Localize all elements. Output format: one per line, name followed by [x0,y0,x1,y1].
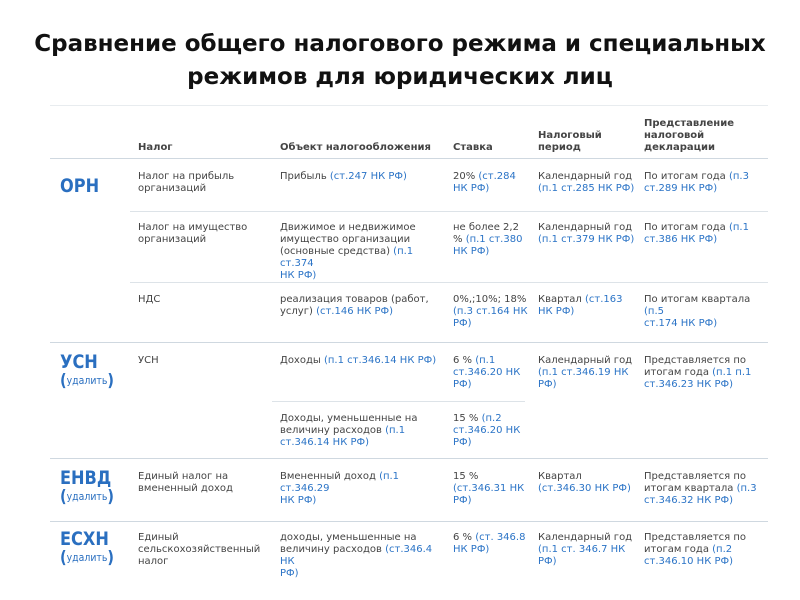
law-reference-link[interactable]: ст.346.23 НК РФ) [644,379,734,390]
cell-line: Календарный год [538,532,633,543]
cell-line: Календарный год [538,171,633,182]
orn-period [538,222,638,246]
cell-line: 6 % (ст. 346.8 [453,532,526,543]
law-reference-link[interactable]: ст.346.20 НК [453,425,521,436]
law-reference-link[interactable]: РФ) [453,437,472,448]
law-reference-link[interactable]: НК РФ) [280,270,317,281]
row-divider [272,401,525,402]
envd-object [280,471,445,507]
cell-line: Вмененный доход (п.1 ст.346.29 [280,471,400,494]
orn-declaration [644,222,768,246]
header-tax: Налог [138,142,173,153]
page-title [0,28,800,94]
cell-line [453,437,531,449]
cell-line: Квартал [538,471,582,482]
eshn-object [280,532,445,580]
cell-line: Представляется по [644,532,747,543]
cell-line: Календарный год [538,355,633,366]
cell-line: имущество организации [280,234,411,245]
cell-line: реализация товаров (работ, [280,294,429,305]
law-reference-link[interactable]: (ст. 346.8 [475,532,526,543]
table-header [50,105,768,159]
orn-object [280,171,445,183]
cell-line: 15 % (п.2 [453,413,502,424]
cell-line [280,495,445,507]
cell-line: Доходы, уменьшенные на [280,413,418,424]
cell-line [453,544,531,556]
header-object: Объект налогообложения [280,142,431,153]
orn-declaration [644,294,768,330]
delete-link-envd[interactable]: (удалить) [60,487,114,507]
orn-rate [453,171,531,195]
law-reference-link[interactable]: ст.346.20 НК [453,367,521,378]
envd-declaration [644,471,768,507]
law-reference-link[interactable]: (п.1 п.1 [712,367,752,378]
cell-line: величину расходов (ст.346.4 НК [280,544,433,567]
law-reference-link[interactable]: ст.174 НК РФ) [644,318,718,329]
eshn-period [538,532,638,568]
cell-line [453,425,531,437]
law-reference-link[interactable]: (ст.346.30 НК РФ) [538,483,631,494]
law-reference-link[interactable]: (п.1 [728,222,749,233]
law-reference-link[interactable]: (п.1 ст.285 НК РФ) [538,183,635,194]
cell-line [644,234,768,246]
law-reference-link[interactable]: ст.289 НК РФ) [644,183,718,194]
regime-name-envd: ЕНВД (удалить) [60,467,114,507]
law-reference-link[interactable]: (п.1 ст.346.29 [280,471,400,494]
law-reference-link[interactable]: НК РФ) [280,495,317,506]
orn-declaration [644,171,768,195]
cell-line: Движимое и недвижимое [280,222,416,233]
law-reference-link[interactable]: РФ) [280,568,299,579]
header-period: Налоговый период [538,130,602,153]
regime-group-envd [50,459,768,522]
cell-line: Прибыль (ст.247 НК РФ) [280,171,407,182]
cell-line [644,556,768,568]
cell-line: 0%,;10%; 18% [453,294,527,305]
cell-line: % (п.1 ст.380 [453,234,523,245]
cell-line [538,556,638,568]
orn-object [280,222,445,282]
cell-line: величину расходов (п.1 [280,425,406,436]
title-line-1: Сравнение общего налогового режима и специальных [34,31,766,57]
cell-line [453,483,531,495]
header-rate: Ставка [453,142,493,153]
law-reference-link[interactable]: (ст.346.31 НК [453,483,525,494]
orn-period [538,171,638,195]
law-reference-link[interactable]: (п.3 ст.164 НК [453,306,528,317]
delete-link-usn[interactable]: (удалить) [60,371,114,391]
cell-line [538,379,638,391]
cell-line: Календарный год [538,222,633,233]
orn-period [538,294,638,318]
cell-line [538,367,638,379]
usn-period [538,355,638,391]
cell-line: Представляется по [644,471,747,482]
law-reference-link[interactable]: (п.1 ст.346.14 НК РФ) [323,355,437,366]
cell-line [280,270,445,282]
cell-line: По итогам года (п.1 [644,222,749,233]
cell-line: не более 2,2 [453,222,519,233]
row-divider [130,211,768,212]
orn-object [280,294,445,318]
law-reference-link[interactable]: (п.1 ст. 346.7 НК [538,544,626,555]
law-reference-link[interactable]: (п.1 ст.374 [280,246,414,269]
delete-link-eshn[interactable]: (удалить) [60,548,114,568]
law-reference-link[interactable]: РФ) [538,379,557,390]
usn-tax: УСН [138,355,159,366]
cell-line [453,495,531,507]
cell-line [453,367,531,379]
law-reference-link[interactable]: ст.346.10 НК РФ) [644,556,734,567]
cell-line: 6 % (п.1 [453,355,496,366]
cell-line [538,483,638,495]
cell-line [538,234,638,246]
usn-rate-income-minus-expenses [453,413,531,449]
law-reference-link[interactable]: (ст.346.4 НК [280,544,433,567]
regime-name-orn: ОРН [60,175,100,197]
eshn-tax: Единый сельскохозяйственный налог [138,532,261,567]
cell-line: услуг) (ст.146 НК РФ) [280,306,394,317]
header-declaration: Представление налоговой декларации [644,118,734,153]
law-reference-link[interactable]: (ст.284 [478,171,516,182]
law-reference-link[interactable]: (п.1 [385,425,406,436]
law-reference-link[interactable]: (п.1 ст.380 [465,234,523,245]
cell-line: По итогам года (п.3 [644,171,749,182]
law-reference-link[interactable]: НК РФ) [538,306,575,317]
law-reference-link[interactable]: НК РФ) [453,544,490,555]
cell-line: Доходы (п.1 ст.346.14 НК РФ) [280,355,437,366]
usn-rate-income [453,355,531,391]
regime-group-eshn [50,522,768,584]
law-reference-link[interactable]: (п.1 ст.346.19 НК [538,367,629,378]
envd-period [538,471,638,495]
law-reference-link[interactable]: НК РФ) [453,183,490,194]
envd-rate [453,471,531,507]
cell-line: Квартал (ст.163 [538,294,623,305]
regime-name-eshn: ЕСХН (удалить) [60,528,114,568]
law-reference-link[interactable]: (п.3 [736,483,757,494]
law-reference-link[interactable]: ст.386 НК РФ) [644,234,718,245]
tax-comparison-table [50,105,768,584]
eshn-declaration [644,532,768,568]
orn-tax: Налог на имущество организаций [138,222,248,245]
cell-line: итогам квартала (п.3 [644,483,757,494]
law-reference-link[interactable]: РФ) [453,495,472,506]
regime-group-usn [50,343,768,459]
cell-line [453,318,531,330]
law-reference-link[interactable]: (п.2 [712,544,733,555]
cell-line [453,246,531,258]
envd-tax: Единый налог на вмененный доход [138,471,233,494]
law-reference-link[interactable]: (п.1 ст.379 НК РФ) [538,234,635,245]
law-reference-link[interactable]: РФ) [538,556,557,567]
orn-rate [453,222,531,258]
law-reference-link[interactable]: (ст.247 НК РФ) [329,171,407,182]
law-reference-link[interactable]: НК РФ) [453,246,490,257]
cell-line: (основные средства) (п.1 ст.374 [280,246,414,269]
cell-line [280,437,445,449]
cell-line [280,568,445,580]
usn-declaration [644,355,768,391]
title-line-2: режимов для юридических лиц [187,64,613,90]
orn-tax: НДС [138,294,161,305]
orn-rate [453,294,531,330]
law-reference-link[interactable]: (ст.146 НК РФ) [316,306,394,317]
regime-name-usn: УСН (удалить) [60,351,114,391]
law-reference-link[interactable]: (п.5 [644,306,664,317]
cell-line [538,544,638,556]
cell-line: 20% (ст.284 [453,171,516,182]
cell-line [538,306,638,318]
cell-line [453,379,531,391]
law-reference-link[interactable]: РФ) [453,318,472,329]
cell-line [644,183,768,195]
cell-line [644,495,768,507]
cell-line [644,318,768,330]
regime-group-orn [50,159,768,343]
law-reference-link[interactable]: ст.346.14 НК РФ) [280,437,370,448]
eshn-rate [453,532,531,556]
row-divider [130,282,768,283]
law-reference-link[interactable]: (п.3 [728,171,749,182]
law-reference-link[interactable]: РФ) [453,379,472,390]
law-reference-link[interactable]: (п.2 [481,413,502,424]
cell-line [644,379,768,391]
cell-line: 15 % [453,471,479,482]
cell-line [453,306,531,318]
cell-line: Представляется по [644,355,747,366]
cell-line [538,183,638,195]
orn-tax: Налог на прибыль организаций [138,171,235,194]
law-reference-link[interactable]: (п.1 [475,355,496,366]
usn-object-income [280,355,445,367]
usn-object-income-minus-expenses [280,413,445,449]
cell-line: доходы, уменьшенные на [280,532,417,543]
cell-line: По итогам квартала (п.5 [644,294,751,317]
law-reference-link[interactable]: (ст.163 [585,294,623,305]
cell-line: итогам года (п.1 п.1 [644,367,752,378]
cell-line [453,183,531,195]
law-reference-link[interactable]: ст.346.32 НК РФ) [644,495,734,506]
cell-line: итогам года (п.2 [644,544,733,555]
